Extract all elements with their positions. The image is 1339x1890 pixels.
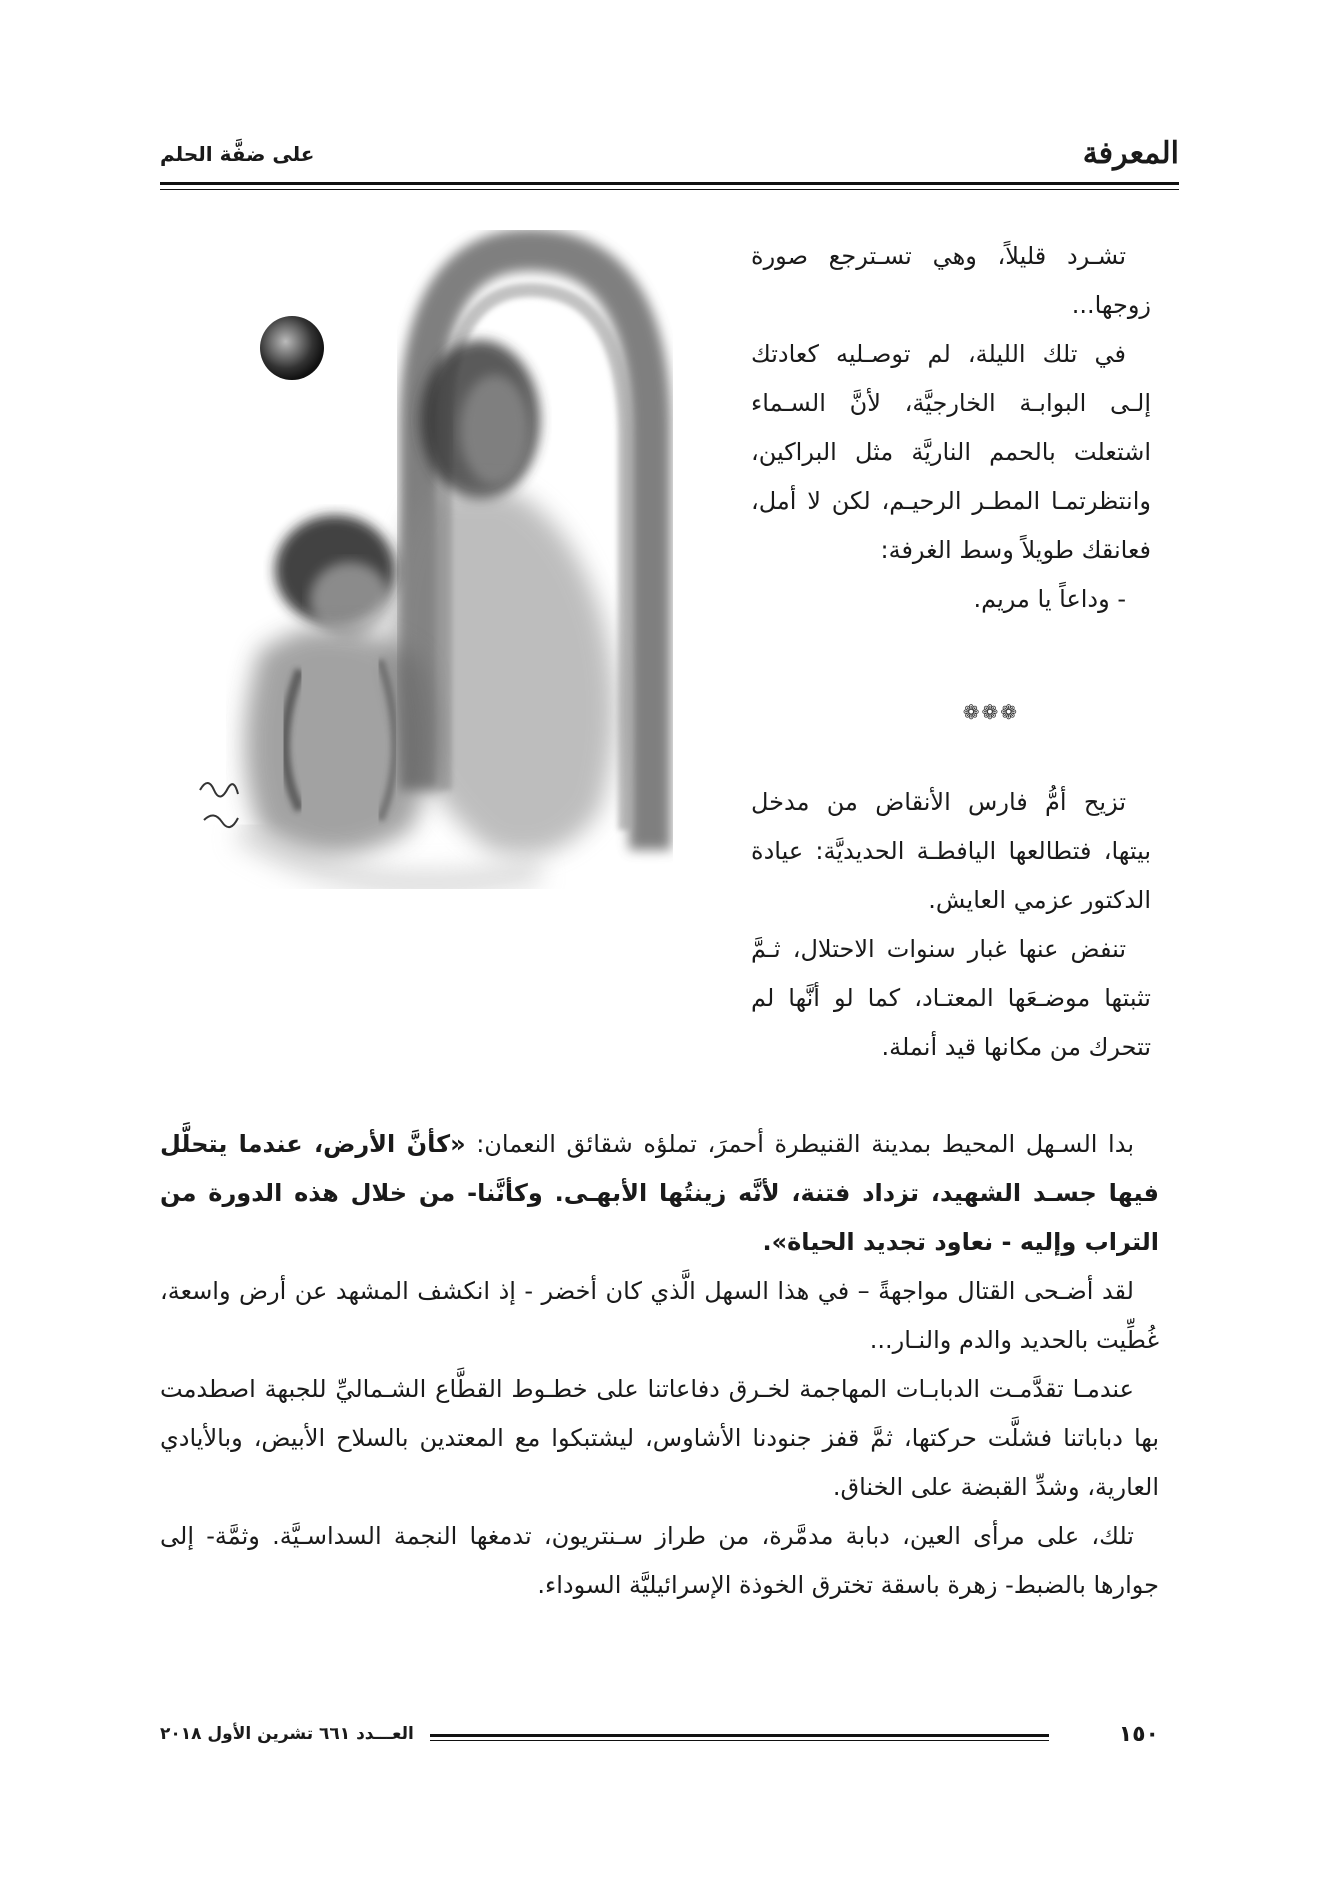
header-rule	[160, 182, 1179, 190]
moon-shape	[260, 316, 324, 380]
paragraph	[160, 1120, 1159, 1267]
artist-signature	[200, 783, 238, 827]
quote-text: «كأنَّ الأرض، عندما يتحلَّل فيها جسـد الشهيد، تزداد فتنة، لأنَّه زينتُها الأبهـى. وكأنَّنا- من خلال هذه الدورة من التراب وإليه - نعاود تجديد الحياة».	[160, 1130, 1159, 1256]
ink-illustration	[180, 230, 740, 990]
paragraph-text: بدا السـهل المحيط بمدينة القنيطرة أحمرَ، تملؤه شقائق النعمان:	[465, 1130, 1135, 1158]
paragraph: لقد أضـحى القتال مواجهةً – في هذا السهل الَّذي كان أخضر - إذ انكشف المشهد عن أرض واسعة، غُطِّيت بالحديد والدم والنـار...	[160, 1277, 1159, 1354]
issue-info: العـــدد ٦٦١ تشرين الأول ٢٠١٨	[160, 1724, 414, 1744]
page-header	[160, 136, 1179, 186]
child-body-shape	[245, 628, 433, 855]
page-number: ١٥٠	[1118, 1722, 1159, 1747]
paragraph: تشـرد قليلاً، وهي تسـترجع صورة زوجها...	[751, 242, 1151, 319]
paragraph: تنفض عنها غبار سنوات الاحتلال، ثـمَّ تثبتها موضـعَها المعتـاد، كما لو أنَّها لم تتحرك من مكانها قيد أنملة.	[751, 935, 1151, 1061]
paragraph: تلك، على مرأى العين، دبابة مدمَّرة، من طراز سـنتريون، تدمغها النجمة السداسـيَّة. وثمَّة- إلى جوارها بالضبط- زهرة باسقة تخترق الخوذة الإسرائيليَّة السوداء.	[160, 1522, 1159, 1599]
paragraph: عندمـا تقدَّمـت الدبابـات المهاجمة لخـرق دفاعاتنا على خطـوط القطَّاع الشـماليِّ للجبهة اصطدمت بها دباباتنا فشلَّت حركتها، ثمَّ قفز جنودنا الأشاوس، ليشتبكوا مع المعتدين بالسلاح الأبيض، وبالأيادي العارية، وشدِّ القبضة على الخناق.	[160, 1375, 1159, 1501]
paragraph: في تلك الليلة، لم توصـليه كعادتك إلـى البوابـة الخارجيَّة، لأنَّ السـماء اشتعلت بالحمم الناريَّة مثل البراكين، وانتظرتمـا المطـر الرحيـم، لكن لا أمل، فعانقك طويلاً وسط الغرفة:	[751, 340, 1151, 564]
running-title: على ضفَّة الحلم	[160, 142, 315, 166]
page-footer	[160, 1722, 1159, 1752]
paragraph: - وداعاً يا مريم.	[973, 585, 1126, 613]
paragraph: تزيح أمُّ فارس الأنقاض من مدخل بيتها، فتطالعها اليافطـة الحديديَّة: عيادة الدكتور عزمي العايش.	[751, 788, 1151, 914]
section-separator: ❁❁❁	[962, 700, 1019, 724]
magazine-logo: المعرفة	[1082, 136, 1179, 171]
text-column-top	[751, 232, 1151, 624]
text-column-middle	[751, 778, 1151, 1072]
footer-rule	[430, 1734, 1049, 1741]
body-text	[160, 1120, 1159, 1610]
